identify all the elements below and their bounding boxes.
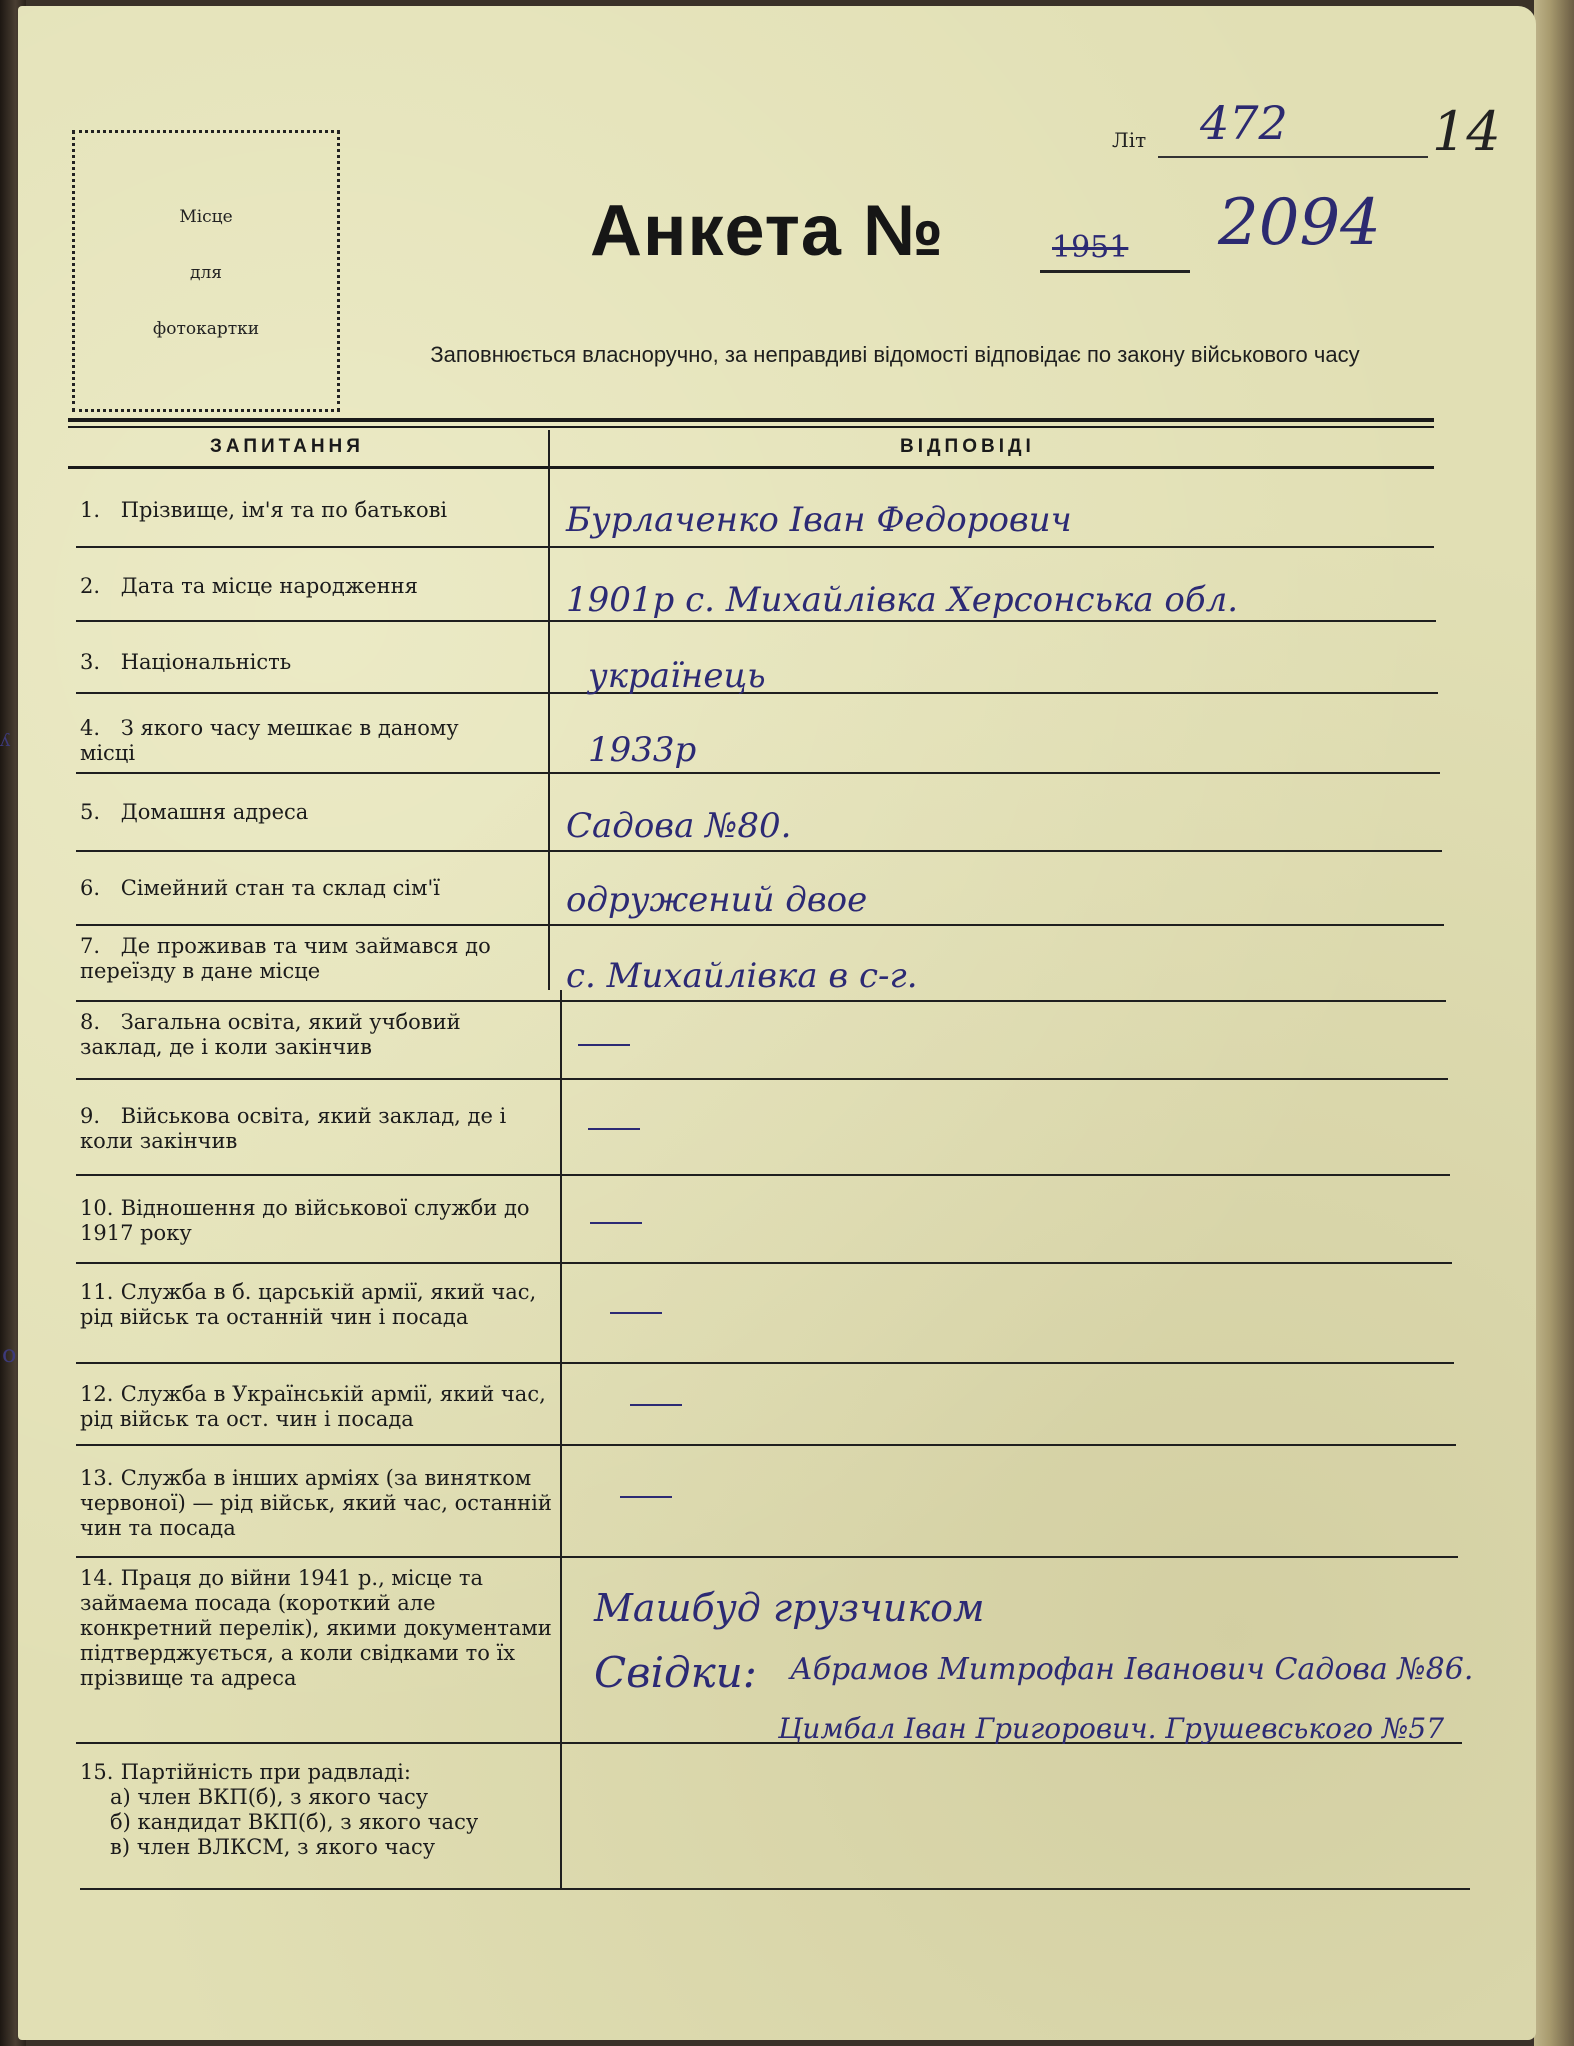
row-line	[76, 850, 1442, 852]
q15-option-a: а) член ВКП(б), з якого часу	[110, 1785, 429, 1809]
lit-underline	[1158, 156, 1428, 158]
question-10: 10. Відношення до військової служби до 1917 року	[80, 1196, 530, 1245]
question-5: 5. Домашня адреса	[80, 800, 309, 824]
title-underline	[1040, 270, 1190, 273]
photo-label-2: для	[190, 263, 222, 283]
question-4: 4. З якого часу мешкає в даному місці	[80, 716, 459, 765]
question-9: 9. Військова освіта, який заклад, де і коли закінчив	[80, 1104, 507, 1153]
answer-14-witness-label: Свідки:	[594, 1648, 757, 1697]
photo-label-1: Місце	[179, 207, 233, 227]
row-line	[80, 1888, 1470, 1890]
question-7: 7. Де проживав та чим займався до переїзду в дане місце	[80, 934, 491, 983]
answer-14-work: Машбуд грузчиком	[594, 1586, 985, 1630]
crossed-number: 1951	[1052, 230, 1129, 265]
row-line	[76, 546, 1434, 548]
answer-4: 1933р	[588, 730, 697, 770]
row-line	[76, 620, 1436, 622]
question-11: 11. Служба в б. царській армії, який час, рід військ та останній чин і посада	[80, 1280, 537, 1329]
empty-answer-dash	[578, 1044, 630, 1046]
margin-scribble: о	[2, 1340, 17, 1368]
answer-3: українець	[588, 656, 766, 696]
row-line	[76, 1444, 1456, 1446]
row-line	[76, 1000, 1446, 1002]
empty-answer-dash	[590, 1222, 642, 1224]
question-3: 3. Національність	[80, 650, 292, 674]
row-line	[76, 1362, 1454, 1364]
row-line	[76, 924, 1444, 926]
question-13: 13. Служба в інших арміях (за винятком червоної) — рід військ, який час, останній чин та посада	[80, 1466, 552, 1540]
empty-answer-dash	[588, 1128, 640, 1130]
archive-sheet-number: 14	[1432, 100, 1501, 163]
form-number: 2094	[1218, 186, 1381, 260]
q15-option-c: в) член ВЛКСМ, з якого часу	[110, 1835, 436, 1859]
header-bottom-rule	[68, 466, 1434, 469]
answer-5: Садова №80.	[566, 806, 792, 846]
empty-answer-dash	[630, 1404, 682, 1406]
question-2: 2. Дата та місце народження	[80, 574, 418, 598]
question-14: 14. Праця до війни 1941 р., місце та займаема посада (короткий але конкретний перелік), якими документами підтверджується, а коли свідками то їх прізвище та адреса	[80, 1566, 552, 1690]
row-line	[76, 1556, 1458, 1558]
lit-value: 472	[1200, 96, 1288, 150]
lit-label: Літ	[1112, 128, 1147, 152]
answer-14-witness-2: Цимбал Іван Григорович. Грушевського №57	[778, 1712, 1445, 1745]
photo-placeholder	[72, 130, 340, 412]
photo-label-3: фотокартки	[152, 319, 260, 339]
question-15: 15. Партійність при радвладі: а) член ВКП(б), з якого часу б) кандидат ВКП(б), з якого часу в) член ВЛКСМ, з якого часу	[80, 1760, 560, 1860]
answer-7: с. Михайлівка в с-г.	[566, 956, 918, 996]
question-6: 6. Сімейний стан та склад сім'ї	[80, 876, 440, 900]
answer-1: Бурлаченко Іван Федорович	[566, 500, 1072, 540]
questions-header: ЗАПИТАННЯ	[210, 436, 364, 457]
question-8: 8. Загальна освіта, який учбовий заклад, де і коли закінчив	[80, 1010, 461, 1059]
column-divider-lower	[560, 990, 562, 1890]
question-12: 12. Служба в Українській армії, який час, рід військ та ост. чин і посада	[80, 1382, 546, 1431]
top-thick-rule	[68, 418, 1434, 422]
page-stack-edge	[1534, 0, 1574, 2046]
empty-answer-dash	[620, 1496, 672, 1498]
answer-6: одружений двое	[566, 880, 868, 920]
top-thin-rule	[68, 426, 1434, 428]
answer-2: 1901р с. Михайлівка Херсонська обл.	[566, 580, 1239, 620]
empty-answer-dash	[610, 1312, 662, 1314]
margin-scribble: ʎ	[0, 730, 11, 751]
row-line	[76, 1078, 1448, 1080]
question-1: 1. Прізвище, ім'я та по батькові	[80, 498, 448, 522]
q15-option-b: б) кандидат ВКП(б), з якого часу	[110, 1810, 479, 1834]
answers-header: ВІДПОВІДІ	[900, 436, 1035, 457]
row-line	[76, 1174, 1450, 1176]
form-title: Анкета №	[590, 191, 945, 271]
answer-14-witness-1: Абрамов Митрофан Іванович Садова №86.	[790, 1652, 1474, 1687]
row-line	[76, 772, 1440, 774]
row-line	[76, 1262, 1452, 1264]
form-subtitle: Заповнюється власноручно, за неправдиві відомості відповідає по закону військового часу	[430, 342, 1360, 367]
